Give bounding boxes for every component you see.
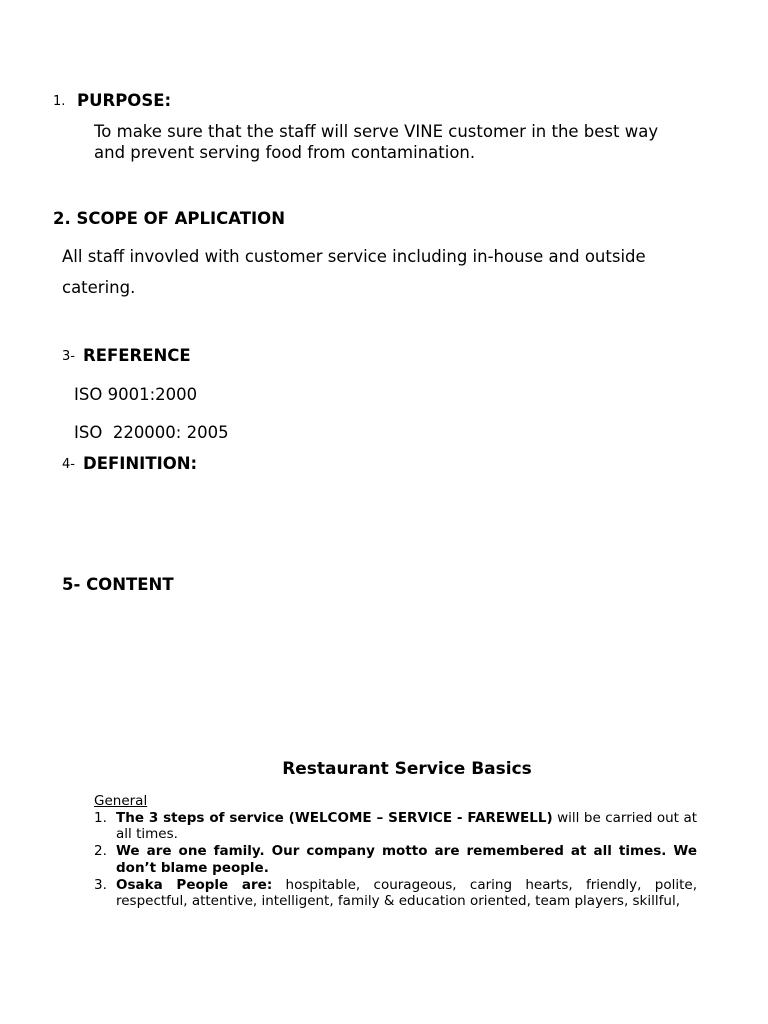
list-item-bold: Osaka People are: bbox=[116, 876, 273, 893]
list-item-rest: hospitable, courageous, caring hearts, friendly, polite, respectful, attentive, intelligent, family & education oriented, team players, skillful, bbox=[116, 876, 697, 910]
scope-heading: 2. SCOPE OF APLICATION bbox=[53, 209, 286, 228]
general-label: General bbox=[94, 793, 148, 809]
list-item-text bbox=[116, 810, 697, 843]
reference-item: ISO 9001:2000 bbox=[74, 385, 198, 404]
scope-text-line1: All staff invovled with customer service including in-house and outside bbox=[62, 247, 646, 266]
restaurant-title: Restaurant Service Basics bbox=[282, 759, 532, 779]
reference-heading: REFERENCE bbox=[83, 346, 191, 365]
section-number-3: 3- bbox=[62, 349, 75, 364]
scope-text-line2: catering. bbox=[62, 278, 136, 297]
list-item-number: 1. bbox=[94, 809, 107, 826]
content-heading: 5- CONTENT bbox=[62, 575, 174, 594]
list-item-bold: The 3 steps of service (WELCOME – SERVICE - FAREWELL) bbox=[116, 809, 553, 826]
section-number-1: 1. bbox=[53, 94, 66, 109]
list-item-bold: We are one family. Our company motto are remembered at all times. We don’t blame people. bbox=[116, 843, 697, 876]
general-list bbox=[94, 793, 697, 910]
list-item bbox=[94, 877, 697, 910]
list-item-rest: will be carried out at all times. bbox=[116, 809, 698, 843]
list-item-text bbox=[116, 877, 697, 910]
purpose-text-line2: and prevent serving food from contamination. bbox=[94, 143, 476, 162]
list-item-number: 2. bbox=[94, 843, 107, 860]
list-item bbox=[94, 843, 697, 876]
list-item-number: 3. bbox=[94, 876, 107, 893]
definition-heading: DEFINITION: bbox=[83, 454, 198, 473]
section-number-4: 4- bbox=[62, 457, 75, 472]
reference-item: ISO 220000: 2005 bbox=[74, 423, 229, 442]
list-item-text bbox=[116, 843, 697, 876]
purpose-heading: PURPOSE: bbox=[77, 91, 172, 110]
list-item bbox=[94, 810, 697, 843]
purpose-text-line1: To make sure that the staff will serve VINE customer in the best way bbox=[94, 122, 659, 141]
